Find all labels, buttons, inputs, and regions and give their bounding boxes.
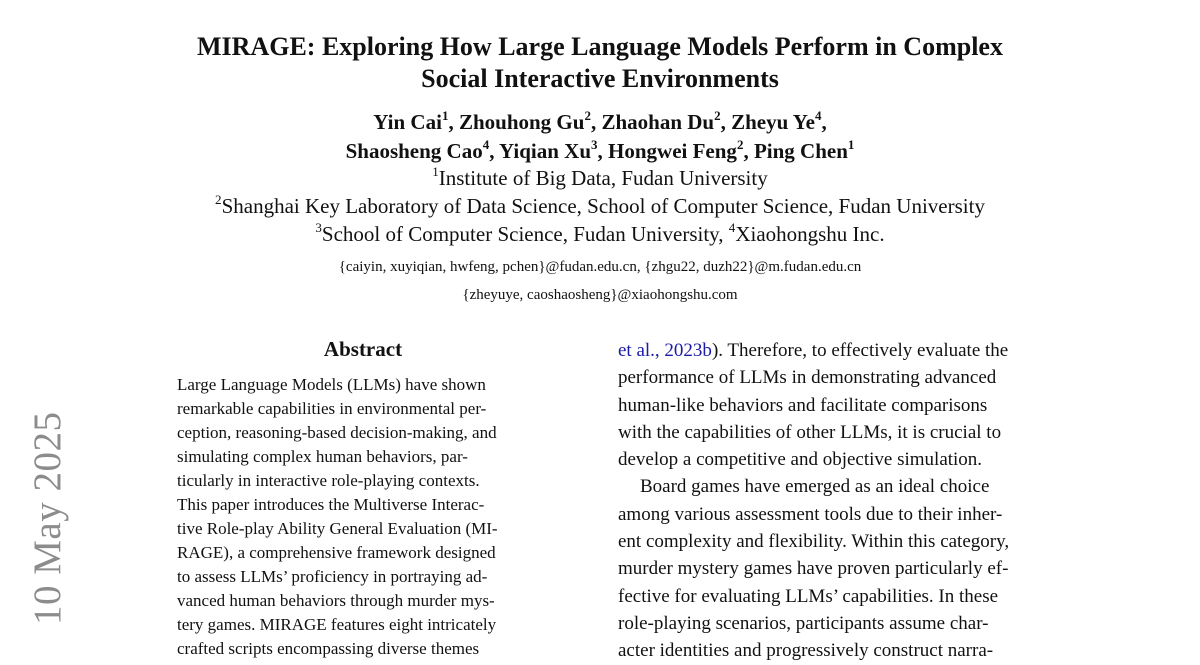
author-list xyxy=(0,108,1200,166)
intro-line: ent complexity and flexibility. Within this category, xyxy=(618,531,1010,553)
abstract-line: ticularly in interactive role-playing contexts. xyxy=(177,471,480,490)
author-affiliation: 4 xyxy=(482,136,490,152)
abstract-line: remarkable capabilities in environmental per- xyxy=(177,399,487,418)
abstract-body xyxy=(177,373,550,661)
affiliation-number: 4 xyxy=(728,219,736,235)
author-name: Shaosheng Cao xyxy=(345,139,483,163)
author-name: Ping Chen xyxy=(753,139,848,163)
author-affiliation: 2 xyxy=(584,107,591,123)
author-name: Hongwei Feng xyxy=(608,139,737,163)
author-affiliation: 4 xyxy=(814,107,822,123)
intro-line: human-like behaviors and facilitate comparisons xyxy=(618,394,988,416)
intro-line: develop a competitive and objective simulation. xyxy=(618,449,983,471)
title-line-1: MIRAGE: Exploring How Large Language Models Perform in Complex xyxy=(197,32,1003,61)
affiliation-2 xyxy=(0,192,1200,220)
intro-paragraph-1 xyxy=(618,337,1058,473)
author-affiliation: 2 xyxy=(714,107,721,123)
email-line-1: {caiyin, xuyiqian, hwfeng, pchen}@fudan.edu.cn, {zhgu22, duzh22}@m.fudan.edu.cn xyxy=(338,259,862,275)
intro-line xyxy=(618,337,1058,364)
author-affiliation: 2 xyxy=(736,136,744,152)
intro-line: among various assessment tools due to their inher- xyxy=(618,503,1003,525)
affiliation-text: Xiaohongshu Inc. xyxy=(735,222,885,246)
abstract-line: RAGE), a comprehensive framework designed xyxy=(177,543,496,562)
intro-line: role-playing scenarios, participants assume char- xyxy=(618,612,989,634)
affiliation-number: 3 xyxy=(315,219,322,235)
email-line-2: {zheyuye, caoshaosheng}@xiaohongshu.com xyxy=(462,287,738,303)
intro-text: ). Therefore, to effectively evaluate the xyxy=(711,340,1009,361)
intro-line: performance of LLMs in demonstrating advanced xyxy=(618,367,997,389)
author-name: Yiqian Xu xyxy=(498,139,591,163)
intro-line: acter identities and progressively construct narra- xyxy=(618,640,994,662)
author-affiliation: 3 xyxy=(591,136,598,152)
abstract-line: This paper introduces the Multiverse Interac- xyxy=(177,495,485,514)
affiliation-number: 2 xyxy=(215,191,222,207)
author-name: Yin Cai xyxy=(373,110,442,134)
author-line-2: Shaosheng Cao$^4$, Yiqian Xu$^3$, Hongwei Feng$^2$, Ping Chen$^1$ xyxy=(345,136,855,163)
author-name: Zhouhong Gu xyxy=(458,110,585,134)
abstract-line: tive Role-play Ability General Evaluation (MI- xyxy=(177,519,498,538)
intro-line: with the capabilities of other LLMs, it is crucial to xyxy=(618,421,1002,443)
affiliation-text: Shanghai Key Laboratory of Data Science, School of Computer Science, Fudan University xyxy=(221,194,985,218)
title-line-2: Social Interactive Environments xyxy=(421,64,779,93)
affiliation-number: 1 xyxy=(432,163,439,179)
abstract-heading: Abstract xyxy=(323,337,403,361)
paper-title xyxy=(0,31,1200,95)
author-name: Zheyu Ye xyxy=(731,110,815,134)
intro-paragraph-2 xyxy=(618,473,1058,664)
abstract-line: tery games. MIRAGE features eight intricately xyxy=(177,615,497,634)
author-line-1: Yin Cai$^1$, Zhouhong Gu$^2$, Zhaohan Du$^2$, Zheyu Ye$^4$, xyxy=(373,107,827,134)
affiliation-text: School of Computer Science, Fudan University, xyxy=(321,222,729,246)
abstract-line: simulating complex human behaviors, par- xyxy=(177,447,468,466)
abstract-line: vanced human behaviors through murder mys- xyxy=(177,591,495,610)
intro-line: fective for evaluating LLMs’ capabilities. In these xyxy=(618,585,999,607)
citation-link[interactable]: et al., 2023b xyxy=(618,340,712,361)
email-list xyxy=(0,253,1200,309)
affiliation-1 xyxy=(0,164,1200,192)
author-name: Zhaohan Du xyxy=(601,110,715,134)
abstract-line: Large Language Models (LLMs) have shown xyxy=(177,375,486,394)
intro-line: Board games have emerged as an ideal choice xyxy=(640,476,990,498)
intro-column xyxy=(618,337,1058,665)
abstract-line: to assess LLMs’ proficiency in portraying ad- xyxy=(177,567,488,586)
affiliation-text: Institute of Big Data, Fudan University xyxy=(438,166,768,190)
intro-line: murder mystery games have proven particularly ef- xyxy=(618,558,1009,580)
arxiv-date-stamp: 10 May 2025 xyxy=(26,411,69,625)
affiliation-3-4 xyxy=(0,220,1200,248)
affiliation-list xyxy=(0,164,1200,248)
abstract-line: ception, reasoning-based decision-making, and xyxy=(177,423,497,442)
abstract-line: crafted scripts encompassing diverse themes xyxy=(177,639,480,658)
author-affiliation: 1 xyxy=(441,107,449,123)
author-affiliation: 1 xyxy=(847,136,855,152)
